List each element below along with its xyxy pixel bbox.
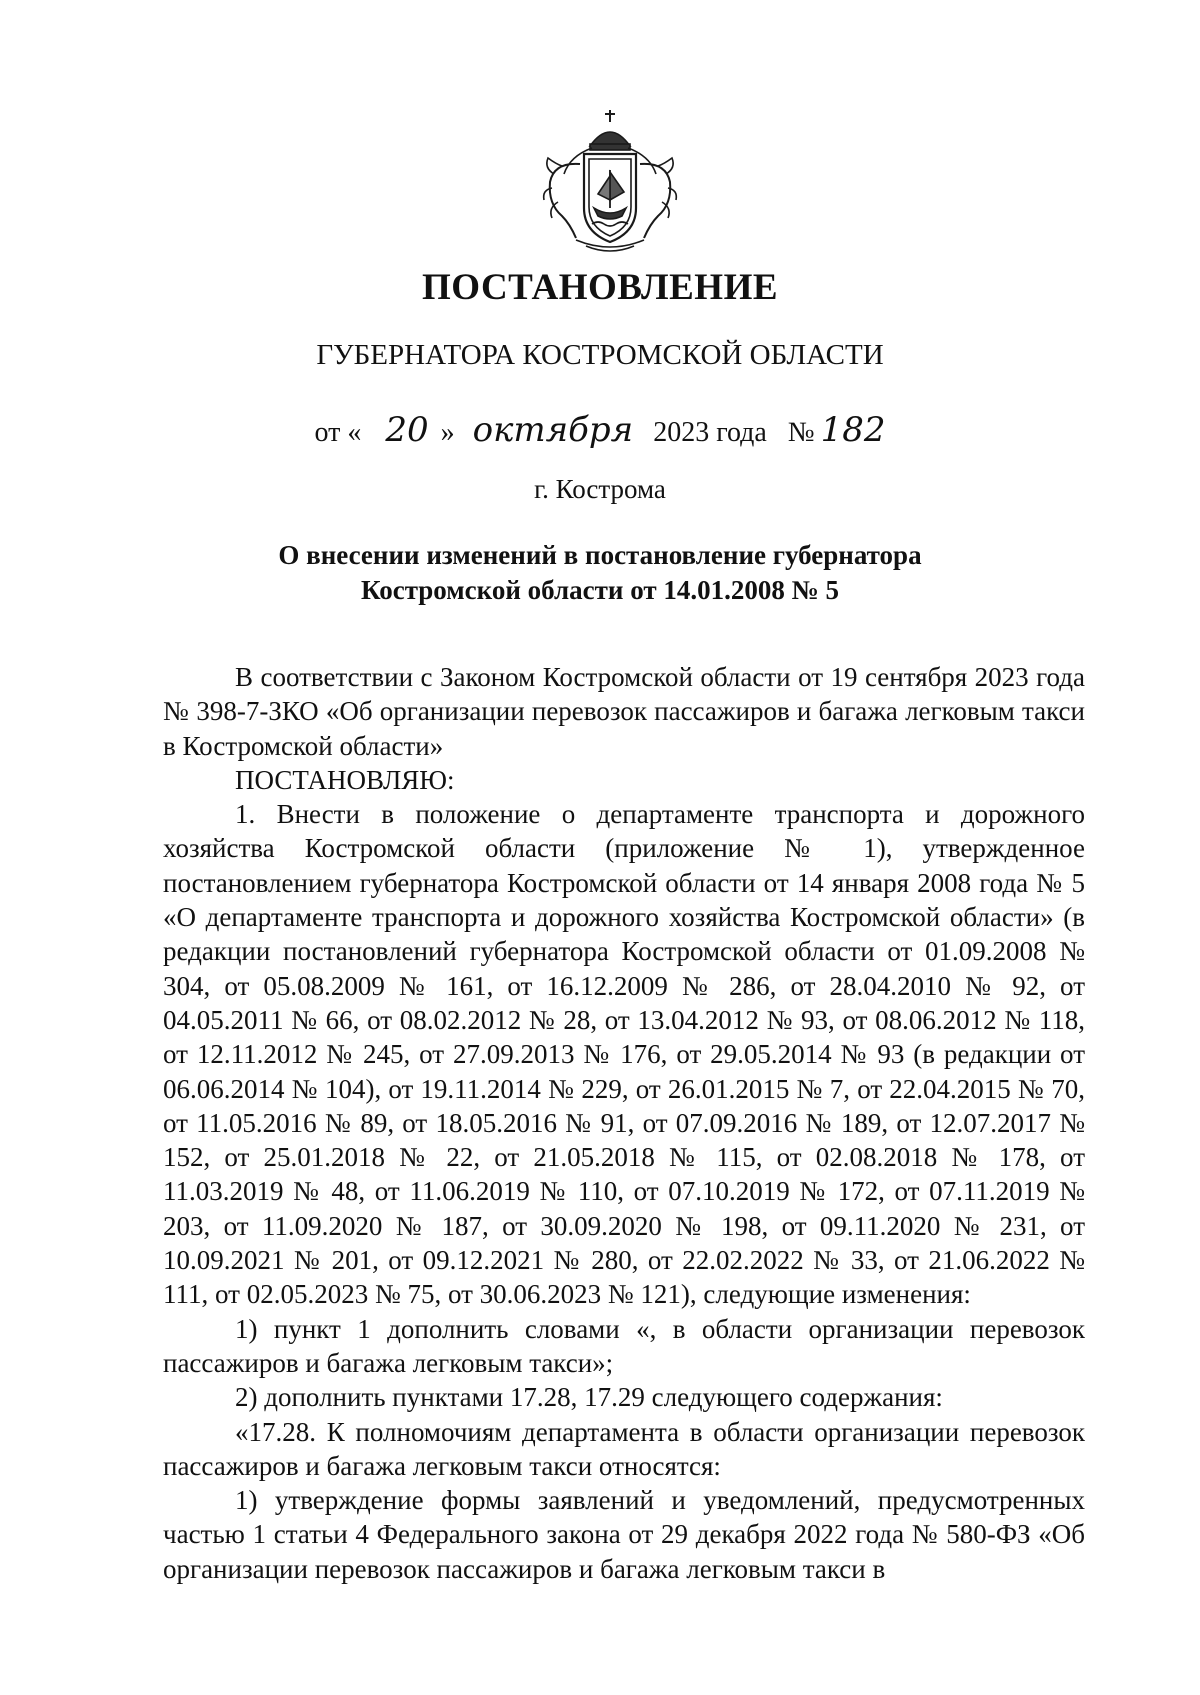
coat-of-arms-icon [540, 104, 680, 256]
document-type-heading: ПОСТАНОВЛЕНИЕ [421, 267, 779, 308]
handwritten-month: октября [472, 410, 634, 450]
document-body [163, 660, 1085, 1586]
date-number-line [0, 410, 1200, 450]
date-quote-close: » [440, 417, 455, 448]
paragraph-subitem-2: 2) дополнить пунктами 17.28, 17.29 следующего содержания: [235, 1382, 943, 1413]
title-line-2: Костромской области от 14.01.2008 № 5 [360, 575, 839, 605]
paragraph-17-28-item-1: 1) утверждение формы заявлений и уведомлений, предусмотренных частью 1 статьи 4 Федерального закона от 29 декабря 2022 года № 580-ФЗ «Об организации перевозок пассажиров и багажа легковым такси в [163, 1485, 1085, 1584]
date-prefix: от « [314, 417, 362, 448]
document-title [0, 538, 1200, 608]
paragraph-preamble: В соответствии с Законом Костромской области от 19 сентября 2023 года № 398-7-ЗКО «Об организации перевозок пассажиров и багажа легковым такси в Костромской области» [163, 662, 1085, 761]
paragraph-subitem-1: 1) пункт 1 дополнить словами «, в области организации перевозок пассажиров и багажа легковым такси»; [163, 1313, 1085, 1378]
issuing-authority: ГУБЕРНАТОРА КОСТРОМСКОЙ ОБЛАСТИ [316, 339, 884, 371]
paragraph-item-1: 1. Внести в положение о департаменте транспорта и дорожного хозяйства Костромской области (приложение № 1), утвержденное постановлением губернатора Костромской области от 14 января 2008 года № 5 «О департаменте транспорта и дорожного хозяйства Костромской области» (в редакции постановлений губернатора Костромской области от 01.09.2008 № 304, от 05.08.2009 № 161, от 16.12.2009 № 286, от 28.04.2010 № 92, от 04.05.2011 № 66, от 08.02.2012 № 28, от 13.04.2012 № 93, от 08.06.2012 № 118, от 12.11.2012 № 245, от 27.09.2013 № 176, от 29.05.2014 № 93 (в редакции от 06.06.2014 № 104), от 19.11.2014 № 229, от 26.01.2015 № 7, от 22.04.2015 № 70, от 11.05.2016 № 89, от 18.05.2016 № 91, от 07.09.2016 № 189, от 12.07.2017 № 152, от 25.01.2018 № 22, от 21.05.2018 № 115, от 02.08.2018 № 178, от 11.03.2019 № 48, от 11.06.2019 № 110, от 07.10.2019 № 172, от 07.11.2019 № 203, от 11.09.2020 № 187, от 30.09.2020 № 198, от 09.11.2020 № 231, от 10.09.2021 № 201, от 09.12.2021 № 280, от 22.02.2022 № 33, от 21.06.2022 № 111, от 02.05.2023 № 75, от 30.06.2023 № 121), следующие изменения: [163, 799, 1085, 1310]
number-sign: № [787, 417, 815, 448]
title-line-1: О внесении изменений в постановление губернатора [278, 540, 922, 570]
date-year: 2023 года [653, 417, 767, 448]
city-line: г. Кострома [534, 474, 666, 504]
paragraph-decree: ПОСТАНОВЛЯЮ: [235, 764, 455, 795]
handwritten-number: 182 [820, 410, 886, 450]
handwritten-day: 20 [385, 410, 429, 450]
paragraph-17-28: «17.28. К полномочиям департамента в области организации перевозок пассажиров и багажа легковым такси относятся: [163, 1416, 1085, 1481]
